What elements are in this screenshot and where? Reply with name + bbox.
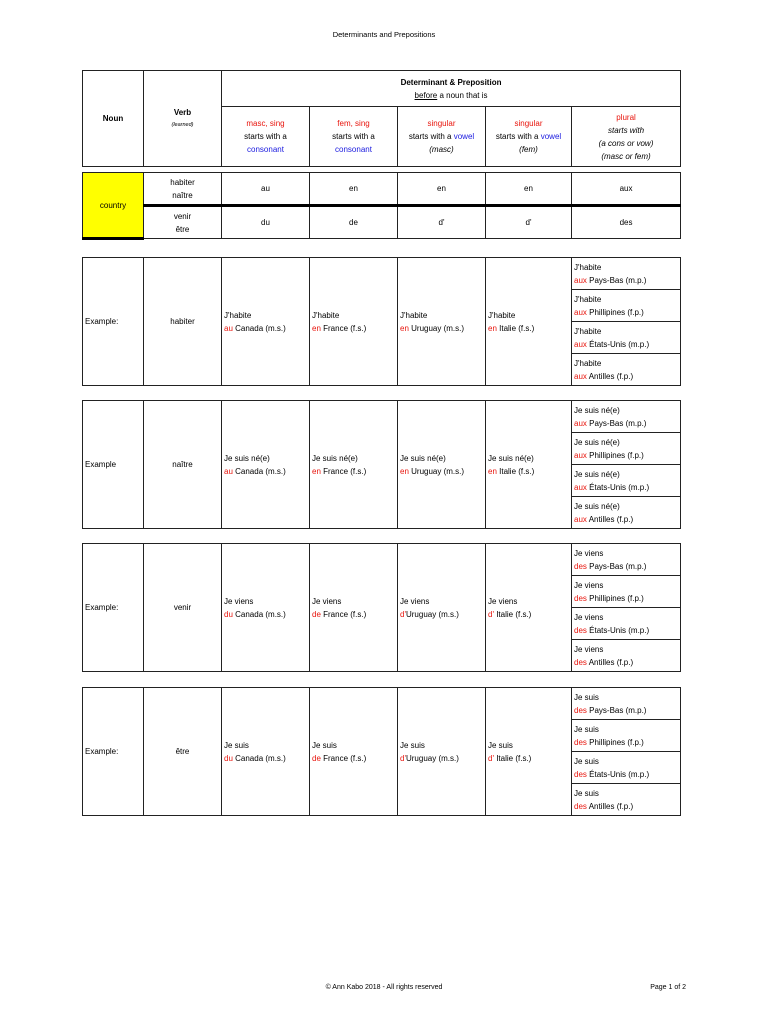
determinant-preposition-header <box>222 71 681 107</box>
sentence-end <box>312 752 395 765</box>
preposition: aux <box>574 514 587 524</box>
plural-sentence <box>572 544 681 576</box>
sentence-start: Je suis <box>574 724 599 734</box>
verb-name: venir <box>173 211 192 221</box>
sentence-end <box>488 322 569 335</box>
sentence-start: Je suis <box>400 740 425 750</box>
column-rule: starts with a <box>244 132 287 141</box>
column-letter-type: consonant <box>247 145 284 154</box>
example-verb: naître <box>144 401 222 529</box>
column-rule-detail: (a cons or vow) <box>598 138 654 148</box>
verb-header-note: (learned) <box>171 121 194 128</box>
sentence-start: J'habite <box>224 310 252 320</box>
country-name: Italie (f.s.) <box>493 753 532 763</box>
sentence-end <box>574 274 678 287</box>
country-name: Canada (m.s.) <box>232 466 286 476</box>
country-name: Antilles (f.p.) <box>586 657 634 667</box>
preposition: au <box>224 466 233 476</box>
preposition: d' <box>400 753 406 763</box>
preposition: des <box>574 769 587 779</box>
column-type: masc, sing <box>246 119 285 128</box>
sentence-end <box>488 608 569 621</box>
column-rule: starts with a <box>332 132 375 141</box>
sentence-end <box>574 800 678 813</box>
example-sentence <box>486 258 572 386</box>
footer-copyright: © Ann Kabo 2018 - All rights reserved <box>325 984 443 991</box>
column-rule <box>488 130 569 143</box>
country-name: Italie (f.s.) <box>493 609 532 619</box>
dp-title: Determinant & Preposition <box>400 77 502 87</box>
preposition: des <box>574 657 587 667</box>
sentence-end <box>224 752 307 765</box>
sentence-end <box>574 736 678 749</box>
dp-subtitle <box>224 89 678 102</box>
example-label: Example: <box>83 544 144 672</box>
example-sentence <box>310 688 398 816</box>
preposition: des <box>574 801 587 811</box>
summary-cell: au <box>222 173 310 206</box>
sentence-end <box>574 624 678 637</box>
sentence-start: Je viens <box>574 548 604 558</box>
dp-rest: a noun that is <box>437 90 488 100</box>
column-gender: (fem) <box>519 145 538 154</box>
column-type: fem, sing <box>337 119 370 128</box>
sentence-start: J'habite <box>574 358 602 368</box>
summary-verbs <box>144 206 222 239</box>
sentence-start: J'habite <box>574 262 602 272</box>
summary-cell: du <box>222 206 310 239</box>
verb-name: être <box>175 224 190 234</box>
summary-cell: de <box>310 206 398 239</box>
summary-cell: aux <box>572 173 681 206</box>
sentence-start: J'habite <box>574 326 602 336</box>
column-rule-text: starts with a <box>408 132 454 141</box>
sentence-start: Je viens <box>224 596 254 606</box>
plural-sentence <box>572 354 681 386</box>
sentence-start: J'habite <box>312 310 340 320</box>
sentence-start: Je suis né(e) <box>574 437 620 447</box>
country-name: Uruguay (m.s.) <box>405 609 459 619</box>
sentence-end <box>488 752 569 765</box>
column-rule <box>400 130 483 143</box>
preposition: de <box>312 753 321 763</box>
preposition: en <box>312 323 321 333</box>
sentence-start: Je suis <box>574 788 599 798</box>
country-name: Uruguay (m.s.) <box>408 323 465 333</box>
example-sentence <box>398 544 486 672</box>
country-name: Pays-Bas (m.p.) <box>586 275 647 285</box>
sentence-start: Je viens <box>312 596 342 606</box>
country-name: Canada (m.s.) <box>232 323 286 333</box>
country-name: France (f.s.) <box>320 466 367 476</box>
preposition: aux <box>574 418 587 428</box>
country-name: États-Unis (m.p.) <box>586 339 650 349</box>
sentence-end <box>574 449 678 462</box>
sentence-end <box>488 465 569 478</box>
country-name: États-Unis (m.p.) <box>586 482 650 492</box>
plural-sentence <box>572 401 681 433</box>
plural-sentence <box>572 752 681 784</box>
preposition: aux <box>574 371 587 381</box>
sentence-start: Je suis né(e) <box>574 469 620 479</box>
example-label: Example: <box>83 688 144 816</box>
country-name: France (f.s.) <box>320 323 367 333</box>
country-name: Canada (m.s.) <box>232 609 286 619</box>
sentence-start: J'habite <box>488 310 516 320</box>
country-name: Italie (f.s.) <box>496 323 535 333</box>
preposition: des <box>574 561 587 571</box>
column-type: singular <box>514 119 543 128</box>
sentence-end <box>224 465 307 478</box>
sentence-start: Je suis <box>574 692 599 702</box>
preposition: d' <box>488 609 494 619</box>
sentence-end <box>574 592 678 605</box>
summary-cell: en <box>310 173 398 206</box>
verb-name: habiter <box>170 177 195 187</box>
column-type: singular <box>427 119 456 128</box>
sentence-start: Je suis né(e) <box>400 453 446 463</box>
example-table-1 <box>82 400 681 529</box>
example-verb: être <box>144 688 222 816</box>
summary-verbs <box>144 173 222 206</box>
summary-cell: d' <box>486 206 572 239</box>
summary-cell: d' <box>398 206 486 239</box>
plural-sentence <box>572 640 681 672</box>
sentence-end <box>400 322 483 335</box>
country-name: Pays-Bas (m.p.) <box>586 561 647 571</box>
sentence-end <box>574 481 678 494</box>
preposition: en <box>488 466 497 476</box>
column-letter-type: consonant <box>335 145 372 154</box>
example-verb: venir <box>144 544 222 672</box>
sentence-start: Je suis <box>224 740 249 750</box>
column-gender: (masc) <box>429 145 454 154</box>
example-sentence <box>310 401 398 529</box>
country-name: Pays-Bas (m.p.) <box>586 418 647 428</box>
preposition: en <box>400 466 409 476</box>
country-name: Antilles (f.p.) <box>586 801 634 811</box>
preposition: des <box>574 625 587 635</box>
noun-header: Noun <box>83 71 144 167</box>
example-table-0 <box>82 257 681 386</box>
sentence-start: Je suis <box>574 756 599 766</box>
plural-sentence <box>572 465 681 497</box>
preposition: aux <box>574 450 587 460</box>
country-name: Antilles (f.p.) <box>586 514 634 524</box>
plural-sentence <box>572 290 681 322</box>
sentence-end <box>224 322 307 335</box>
country-name: Canada (m.s.) <box>232 753 286 763</box>
column-plural <box>572 107 681 167</box>
preposition: au <box>224 323 233 333</box>
sentence-end <box>574 560 678 573</box>
verb-header <box>144 71 222 167</box>
preposition: du <box>224 753 233 763</box>
sentence-start: Je suis né(e) <box>574 501 620 511</box>
sentence-end <box>574 656 678 669</box>
sentence-start: Je suis <box>312 740 337 750</box>
sentence-end <box>400 465 483 478</box>
sentence-end <box>224 608 307 621</box>
plural-sentence <box>572 576 681 608</box>
plural-sentence <box>572 784 681 816</box>
country-name: Phillipines (f.p.) <box>586 593 644 603</box>
example-sentence <box>486 401 572 529</box>
sentence-end <box>574 704 678 717</box>
country-name: États-Unis (m.p.) <box>586 769 650 779</box>
country-name: Italie (f.s.) <box>496 466 535 476</box>
column-letter-type: vowel <box>540 132 562 141</box>
preposition: aux <box>574 482 587 492</box>
preposition: des <box>574 737 587 747</box>
sentence-end <box>400 752 483 765</box>
preposition: de <box>312 609 321 619</box>
sentence-end <box>312 608 395 621</box>
country-name: Antilles (f.p.) <box>586 371 634 381</box>
sentence-end <box>574 306 678 319</box>
dp-before: before <box>414 90 438 100</box>
country-name: États-Unis (m.p.) <box>586 625 650 635</box>
sentence-start: Je viens <box>400 596 430 606</box>
verb-header-label: Verb <box>173 107 192 117</box>
preposition: aux <box>574 275 587 285</box>
preposition: d' <box>400 609 406 619</box>
sentence-end <box>574 513 678 526</box>
sentence-start: Je viens <box>574 612 604 622</box>
example-label: Example: <box>83 258 144 386</box>
summary-cell: des <box>572 206 681 239</box>
example-verb: habiter <box>144 258 222 386</box>
sentence-start: Je suis né(e) <box>224 453 270 463</box>
sentence-start: Je suis né(e) <box>488 453 534 463</box>
sentence-end <box>312 465 395 478</box>
sentence-end <box>574 417 678 430</box>
example-table-2 <box>82 543 681 672</box>
column-fem-sing <box>310 107 398 167</box>
plural-sentence <box>572 688 681 720</box>
example-sentence <box>310 258 398 386</box>
sentence-start: J'habite <box>574 294 602 304</box>
example-sentence <box>398 258 486 386</box>
summary-cell: en <box>486 173 572 206</box>
document-title: Determinants and Prepositions <box>332 30 436 39</box>
column-type: plural <box>616 112 636 122</box>
preposition: du <box>224 609 233 619</box>
example-sentence <box>398 688 486 816</box>
sentence-end <box>400 608 483 621</box>
country-label: country <box>83 173 144 239</box>
sentence-end <box>574 338 678 351</box>
sentence-start: J'habite <box>400 310 428 320</box>
plural-sentence <box>572 258 681 290</box>
column-masc-sing <box>222 107 310 167</box>
country-name: France (f.s.) <box>320 753 367 763</box>
sentence-start: Je viens <box>574 580 604 590</box>
preposition: d' <box>488 753 494 763</box>
country-name: Pays-Bas (m.p.) <box>586 705 647 715</box>
example-sentence <box>222 258 310 386</box>
plural-sentence <box>572 433 681 465</box>
plural-sentence <box>572 608 681 640</box>
example-sentence <box>486 688 572 816</box>
country-name: Uruguay (m.s.) <box>408 466 465 476</box>
column-letter-type: vowel <box>453 132 475 141</box>
plural-sentence <box>572 497 681 529</box>
plural-sentence <box>572 720 681 752</box>
example-sentence <box>486 544 572 672</box>
column-rule: starts with <box>608 125 645 135</box>
column-singular-vowel-masc <box>398 107 486 167</box>
sentence-start: Je viens <box>574 644 604 654</box>
country-name: Phillipines (f.p.) <box>586 450 644 460</box>
example-sentence <box>222 544 310 672</box>
sentence-start: Je suis né(e) <box>574 405 620 415</box>
example-sentence <box>398 401 486 529</box>
preposition: aux <box>574 307 587 317</box>
sentence-end <box>574 768 678 781</box>
footer-page-number: Page 1 of 2 <box>650 984 686 991</box>
plural-sentence <box>572 322 681 354</box>
preposition: des <box>574 593 587 603</box>
example-table-3 <box>82 687 681 816</box>
summary-cell: en <box>398 173 486 206</box>
sentence-start: Je viens <box>488 596 518 606</box>
country-name: Uruguay (m.s.) <box>405 753 459 763</box>
preposition: aux <box>574 339 587 349</box>
country-name: Phillipines (f.p.) <box>586 307 644 317</box>
column-rule-text: starts with a <box>495 132 541 141</box>
summary-table <box>82 70 681 240</box>
sentence-end <box>312 322 395 335</box>
country-name: France (f.s.) <box>320 609 367 619</box>
sentence-start: Je suis né(e) <box>312 453 358 463</box>
column-singular-vowel-fem <box>486 107 572 167</box>
preposition: en <box>488 323 497 333</box>
example-sentence <box>310 544 398 672</box>
example-sentence <box>222 401 310 529</box>
preposition: en <box>312 466 321 476</box>
verb-name: naître <box>172 190 193 200</box>
country-name: Phillipines (f.p.) <box>586 737 644 747</box>
example-sentence <box>222 688 310 816</box>
preposition: en <box>400 323 409 333</box>
sentence-end <box>574 370 678 383</box>
sentence-start: Je suis <box>488 740 513 750</box>
preposition: des <box>574 705 587 715</box>
example-label: Example <box>83 401 144 529</box>
column-gender: (masc or fem) <box>601 151 651 161</box>
